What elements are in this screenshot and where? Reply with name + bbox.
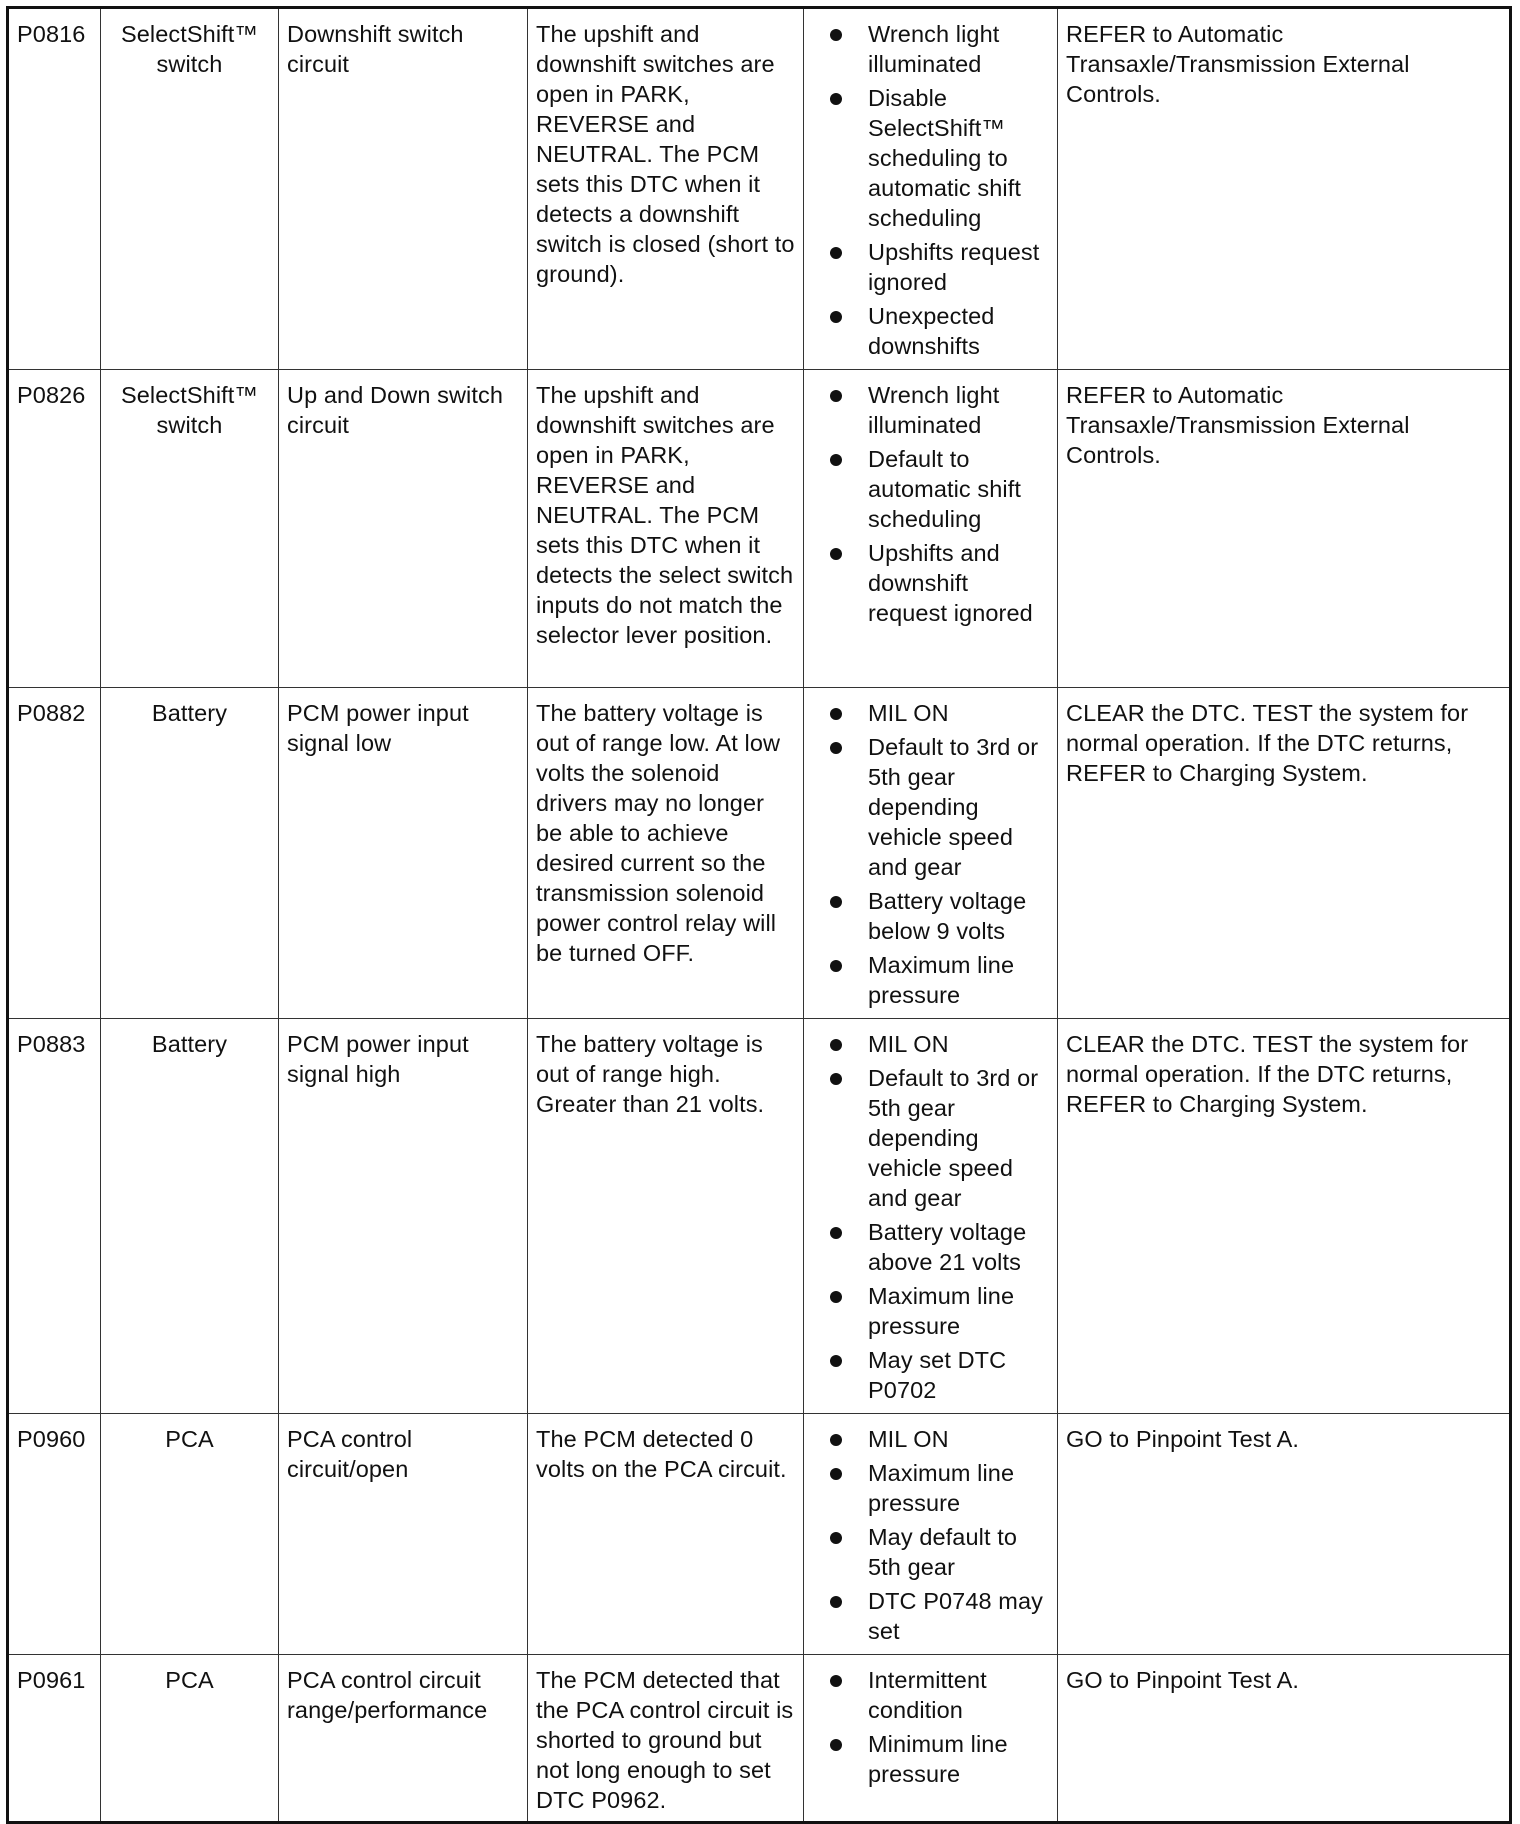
list-item: Intermittent condition	[810, 1665, 1049, 1725]
list-item: Maximum line pressure	[810, 1281, 1049, 1341]
dtc-system: SelectShift™ switch	[101, 8, 279, 370]
table-row	[8, 8, 1511, 370]
dtc-code: P0961	[8, 1655, 101, 1823]
dtc-effects	[804, 1655, 1058, 1823]
dtc-condition: The PCM detected that the PCA control circuit is shorted to ground but not long enough to set DTC P0962.	[528, 1655, 804, 1823]
list-item: Disable SelectShift™ scheduling to automatic shift scheduling	[810, 83, 1049, 233]
effects-list	[810, 1665, 1049, 1789]
list-item: MIL ON	[810, 1029, 1049, 1059]
dtc-condition: The PCM detected 0 volts on the PCA circuit.	[528, 1414, 804, 1655]
dtc-description: PCA control circuit range/performance	[279, 1655, 528, 1823]
dtc-condition: The battery voltage is out of range high. Greater than 21 volts.	[528, 1019, 804, 1414]
dtc-description: PCM power input signal low	[279, 688, 528, 1019]
dtc-code: P0883	[8, 1019, 101, 1414]
list-item: Unexpected downshifts	[810, 301, 1049, 361]
dtc-condition: The upshift and downshift switches are open in PARK, REVERSE and NEUTRAL. The PCM sets this DTC when it detects a downshift switch is closed (short to ground).	[528, 8, 804, 370]
list-item: Upshifts and downshift request ignored	[810, 538, 1049, 628]
list-item: DTC P0748 may set	[810, 1586, 1049, 1646]
list-item: MIL ON	[810, 698, 1049, 728]
effects-list	[810, 1029, 1049, 1405]
list-item: Maximum line pressure	[810, 950, 1049, 1010]
dtc-condition: The battery voltage is out of range low. At low volts the solenoid drivers may no longer be able to achieve desired current so the transmission solenoid power control relay will be turned OFF.	[528, 688, 804, 1019]
dtc-code: P0960	[8, 1414, 101, 1655]
dtc-action: CLEAR the DTC. TEST the system for normal operation. If the DTC returns, REFER to Charging System.	[1058, 688, 1511, 1019]
list-item: Maximum line pressure	[810, 1458, 1049, 1518]
dtc-system: PCA	[101, 1414, 279, 1655]
effects-list	[810, 380, 1049, 628]
dtc-description: PCM power input signal high	[279, 1019, 528, 1414]
dtc-description: Up and Down switch circuit	[279, 370, 528, 688]
dtc-system: SelectShift™ switch	[101, 370, 279, 688]
list-item: Default to 3rd or 5th gear depending vehicle speed and gear	[810, 1063, 1049, 1213]
dtc-action: REFER to Automatic Transaxle/Transmission External Controls.	[1058, 8, 1511, 370]
list-item: Wrench light illuminated	[810, 380, 1049, 440]
dtc-code: P0882	[8, 688, 101, 1019]
list-item: May set DTC P0702	[810, 1345, 1049, 1405]
dtc-description: Downshift switch circuit	[279, 8, 528, 370]
table-row	[8, 1655, 1511, 1823]
dtc-system: Battery	[101, 1019, 279, 1414]
dtc-action: CLEAR the DTC. TEST the system for normal operation. If the DTC returns, REFER to Charging System.	[1058, 1019, 1511, 1414]
table-row	[8, 1414, 1511, 1655]
list-item: Upshifts request ignored	[810, 237, 1049, 297]
dtc-condition: The upshift and downshift switches are open in PARK, REVERSE and NEUTRAL. The PCM sets this DTC when it detects the select switch inputs do not match the selector lever position.	[528, 370, 804, 688]
dtc-action: GO to Pinpoint Test A.	[1058, 1655, 1511, 1823]
dtc-action: REFER to Automatic Transaxle/Transmission External Controls.	[1058, 370, 1511, 688]
dtc-table-body	[8, 8, 1511, 1823]
dtc-action: GO to Pinpoint Test A.	[1058, 1414, 1511, 1655]
list-item: Battery voltage above 21 volts	[810, 1217, 1049, 1277]
list-item: Battery voltage below 9 volts	[810, 886, 1049, 946]
dtc-system: PCA	[101, 1655, 279, 1823]
dtc-effects	[804, 1414, 1058, 1655]
dtc-effects	[804, 688, 1058, 1019]
table-row	[8, 1019, 1511, 1414]
table-row	[8, 688, 1511, 1019]
list-item: May default to 5th gear	[810, 1522, 1049, 1582]
list-item: Wrench light illuminated	[810, 19, 1049, 79]
table-row	[8, 370, 1511, 688]
effects-list	[810, 1424, 1049, 1646]
dtc-effects	[804, 8, 1058, 370]
dtc-effects	[804, 370, 1058, 688]
dtc-description: PCA control circuit/open	[279, 1414, 528, 1655]
dtc-table	[6, 6, 1512, 1824]
dtc-code: P0816	[8, 8, 101, 370]
dtc-system: Battery	[101, 688, 279, 1019]
list-item: Default to automatic shift scheduling	[810, 444, 1049, 534]
list-item: Minimum line pressure	[810, 1729, 1049, 1789]
effects-list	[810, 698, 1049, 1010]
list-item: Default to 3rd or 5th gear depending vehicle speed and gear	[810, 732, 1049, 882]
effects-list	[810, 19, 1049, 361]
list-item: MIL ON	[810, 1424, 1049, 1454]
dtc-effects	[804, 1019, 1058, 1414]
dtc-code: P0826	[8, 370, 101, 688]
